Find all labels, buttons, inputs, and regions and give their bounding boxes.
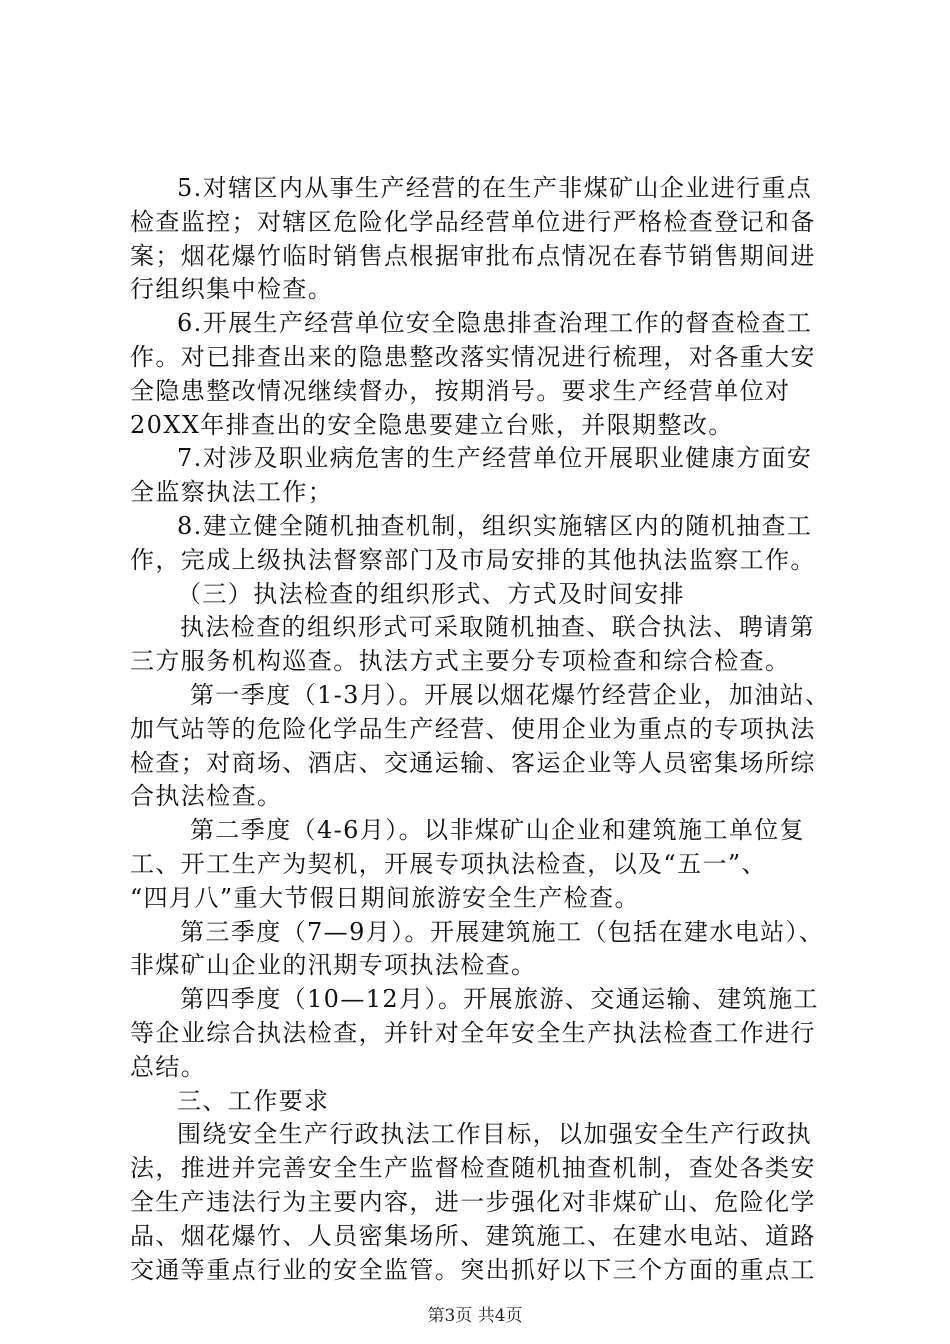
paragraph-line: 品、烟花爆竹、人员密集场所、建筑施工、在建水电站、道路 [130,1221,816,1250]
paragraph-line: 等企业综合执法检查，并针对全年安全生产执法检查工作进行 [130,1018,816,1047]
paragraph-line: 围绕安全生产行政执法工作目标，以加强安全生产行政执 [177,1120,812,1149]
paragraph-line: 6.开展生产经营单位安全隐患排查治理工作的督查检查工 [177,309,813,338]
paragraph-line: 法，推进并完善安全生产监督检查随机抽查机制，查处各类安 [130,1154,816,1183]
paragraph-line: 案；烟花爆竹临时销售点根据审批布点情况在春节销售期间进 [130,241,816,270]
paragraph-line: 执法检查的组织形式可采取随机抽查、联合执法、聘请第 [180,613,815,642]
paragraph-line: 检查；对商场、酒店、交通运输、客运企业等人员密集场所综 [130,748,816,777]
paragraph-line: 全生产违法行为主要内容，进一步强化对非煤矿山、危险化学 [130,1187,816,1216]
paragraph-line: 作，完成上级执法督察部门及市局安排的其他执法监察工作。 [130,545,816,574]
paragraph-line: 8.建立健全随机抽查机制，组织实施辖区内的随机抽查工 [177,511,813,540]
paragraph-line: 第一季度（1-3月）。开展以烟花爆竹经营企业，加油站、 [190,680,831,709]
page-number-footer: 第3页 共4页 [427,1306,523,1326]
paragraph-line: 行组织集中检查。 [130,275,334,304]
paragraph-line: 第二季度（4-6月）。以非煤矿山企业和建筑施工单位复 [190,816,806,845]
paragraph-line: 作。对已排查出来的隐患整改落实情况进行梳理，对各重大安 [130,342,816,371]
section-heading: 三、工作要求 [177,1086,330,1115]
paragraph-line: 20XX年排查出的安全隐患要建立台账，并限期整改。 [130,410,734,439]
paragraph-line: 全监察执法工作； [130,478,334,507]
paragraph-line: 第三季度（7—9月）。开展建筑施工（包括在建水电站）、 [180,917,825,946]
paragraph-line: 全隐患整改情况继续督办，按期消号。要求生产经营单位对 [130,376,791,405]
paragraph-line: 非煤矿山企业的汛期专项执法检查。 [130,951,537,980]
paragraph-line: 加气站等的危险化学品生产经营、使用企业为重点的专项执法 [130,714,816,743]
paragraph-line: 第四季度（10—12月）。开展旅游、交通运输、建筑施工 [180,985,819,1014]
paragraph-line: 三方服务机构巡查。执法方式主要分专项检查和综合检查。 [130,647,791,676]
section-subheading: （三）执法检查的组织形式、方式及时间安排 [177,579,685,608]
paragraph-line: “四月八”重大节假日期间旅游安全生产检查。 [130,883,640,912]
paragraph-line: 检查监控；对辖区危险化学品经营单位进行严格检查登记和备 [130,207,816,236]
paragraph-line: 交通等重点行业的安全监管。突出抓好以下三个方面的重点工 [130,1255,816,1284]
paragraph-line: 5.对辖区内从事生产经营的在生产非煤矿山企业进行重点 [177,174,813,202]
document-body [130,172,835,1287]
paragraph-line: 工、开工生产为契机，开展专项执法检查，以及“五一”、 [130,849,767,878]
paragraph-line: 7.对涉及职业病危害的生产经营单位开展职业健康方面安 [177,444,813,473]
paragraph-line: 合执法检查。 [130,782,283,811]
paragraph-line: 总结。 [130,1052,207,1081]
